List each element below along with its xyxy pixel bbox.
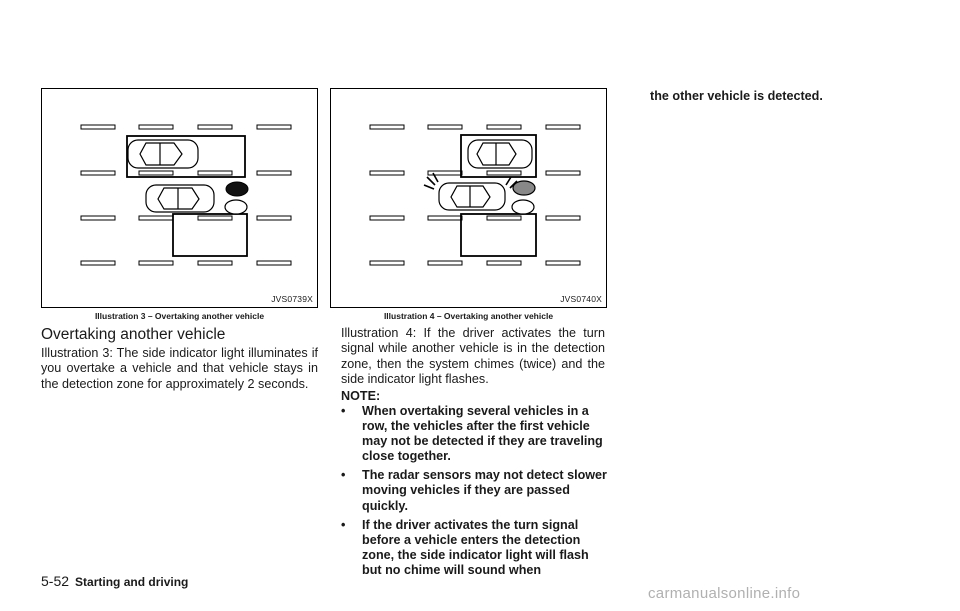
figure-code: JVS0740X xyxy=(560,294,602,304)
illustration-3-description: Illustration 3: The side indicator light illuminates if you overtake a vehicle and that vehicle stays in the detection zone for approximately 2 seconds. xyxy=(41,346,318,391)
illustration-4 xyxy=(330,88,607,308)
page-number: 5-52 xyxy=(41,573,70,589)
page-footer xyxy=(41,573,188,589)
note-list xyxy=(341,404,607,582)
list-item: • If the driver activates the turn signal before a vehicle enters the detection zone, the side indicator light will flash but no chime will sound when xyxy=(341,517,589,577)
figure-code: JVS0739X xyxy=(271,294,313,304)
note-label: NOTE: xyxy=(341,389,381,403)
illustration-4-drawing xyxy=(331,89,608,309)
bullet-icon: • xyxy=(341,517,346,532)
bullet-icon: • xyxy=(341,468,346,483)
illustration-3-drawing xyxy=(42,89,319,309)
footer-section-title: Starting and driving xyxy=(75,575,189,589)
illustration-3-caption: Illustration 3 – Overtaking another vehicle xyxy=(94,311,265,321)
illustration-3 xyxy=(41,88,318,308)
note-continuation: the other vehicle is detected. xyxy=(650,89,823,103)
list-item: • When overtaking several vehicles in a row, the vehicles after the first vehicle may not be detected if they are traveling close together. xyxy=(341,404,603,464)
section-heading: Overtaking another vehicle xyxy=(41,326,226,343)
illustration-4-description: Illustration 4: If the driver activates the turn signal while another vehicle is in the detection zone, then the system chimes (twice) and the side indicator light flashes. xyxy=(341,326,605,386)
illustration-4-caption: Illustration 4 – Overtaking another vehicle xyxy=(383,311,554,321)
watermark: carmanualsonline.info xyxy=(648,585,801,602)
bullet-icon: • xyxy=(341,404,346,418)
list-item: • The radar sensors may not detect slower moving vehicles if they are passed quickly. xyxy=(341,468,607,513)
